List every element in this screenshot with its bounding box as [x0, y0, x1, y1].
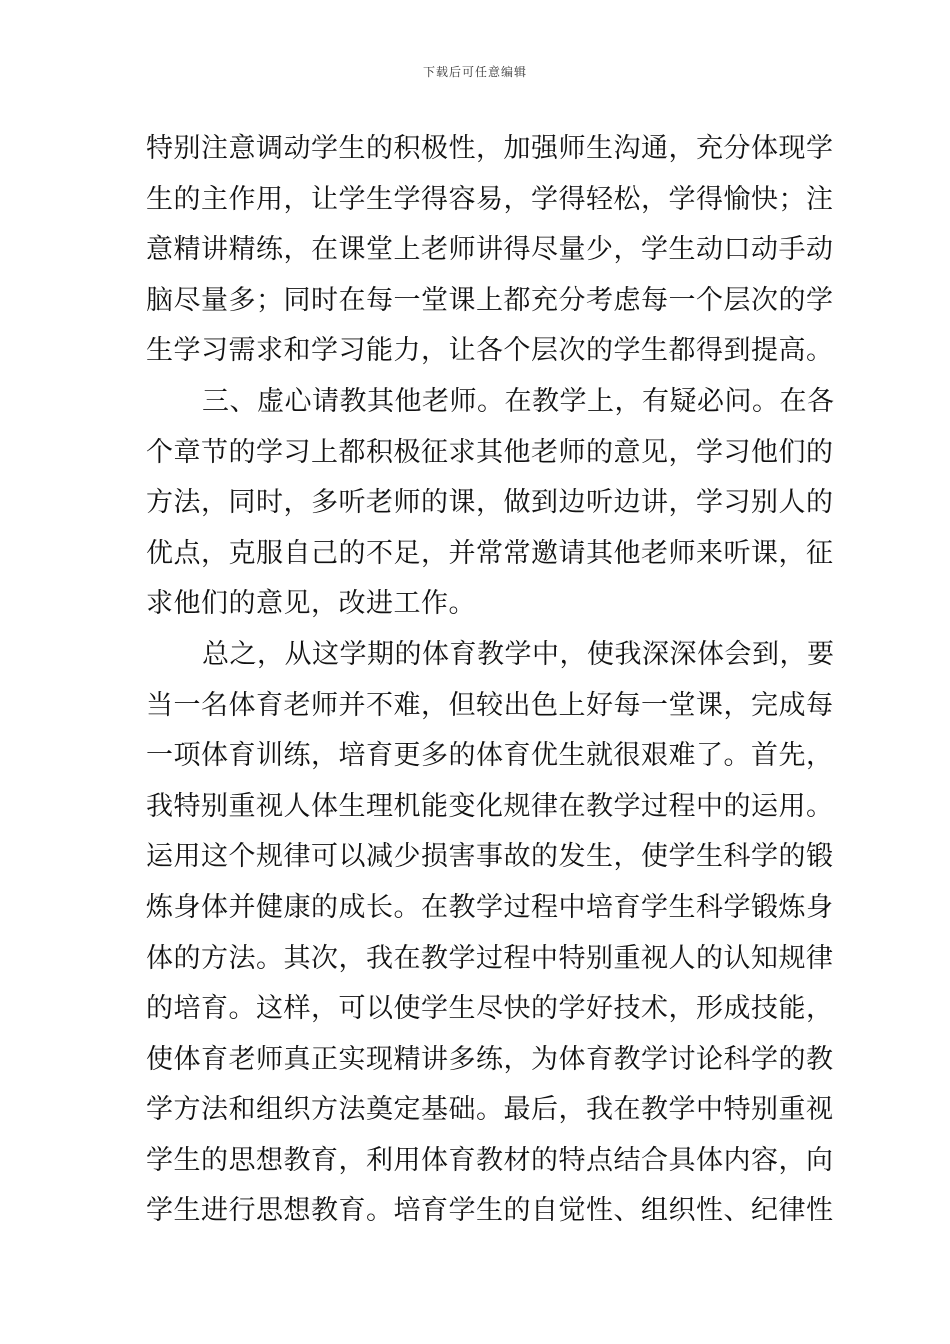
text-line: 学方法和组织方法奠定基础。最后，我在教学中特别重视: [146, 1094, 834, 1126]
text-line: 方法，同时，多听老师的课，做到边听边讲，学习别人的: [146, 487, 834, 519]
text-line: 当一名体育老师并不难，但较出色上好每一堂课，完成每: [146, 689, 834, 721]
page-header: 下载后可任意编辑: [422, 65, 527, 79]
text-line: 体的方法。其次，我在教学过程中特别重视人的认知规律: [146, 942, 834, 974]
text-line: 个章节的学习上都积极征求其他老师的意见，学习他们的: [146, 436, 834, 468]
text-line: 优点，克服自己的不足，并常常邀请其他老师来听课，征: [146, 537, 834, 569]
text-line: 脑尽量多；同时在每一堂课上都充分考虑每一个层次的学: [146, 284, 834, 316]
text-line: 求他们的意见，改进工作。: [146, 588, 476, 620]
text-line: 使体育老师真正实现精讲多练，为体育教学讨论科学的教: [146, 1043, 834, 1075]
text-line: 学生的思想教育，利用体育教材的特点结合具体内容，向: [146, 1144, 834, 1176]
text-line: 学生进行思想教育。培育学生的自觉性、组织性、纪律性: [146, 1195, 834, 1227]
text-line: 生的主作用，让学生学得容易，学得轻松，学得愉快；注: [146, 183, 834, 215]
text-line: 运用这个规律可以减少损害事故的发生，使学生科学的锻: [146, 841, 834, 873]
text-line: 生学习需求和学习能力，让各个层次的学生都得到提高。: [146, 335, 834, 367]
paragraph-start-line: 三、虚心请教其他老师。在教学上，有疑必问。在各: [202, 385, 835, 417]
text-line: 一项体育训练，培育更多的体育优生就很艰难了。首先，: [146, 740, 834, 772]
text-line: 的培育。这样，可以使学生尽快的学好技术，形成技能，: [146, 993, 834, 1025]
text-line: 意精讲精练，在课堂上老师讲得尽量少，学生动口动手动: [146, 234, 834, 266]
text-line: 炼身体并健康的成长。在教学过程中培育学生科学锻炼身: [146, 891, 834, 923]
paragraph-start-line: 总之，从这学期的体育教学中，使我深深体会到，要: [202, 638, 835, 670]
text-line: 特别注意调动学生的积极性，加强师生沟通，充分体现学: [146, 133, 834, 164]
text-line: 我特别重视人体生理机能变化规律在教学过程中的运用。: [146, 790, 834, 822]
document-body: [146, 124, 835, 1237]
